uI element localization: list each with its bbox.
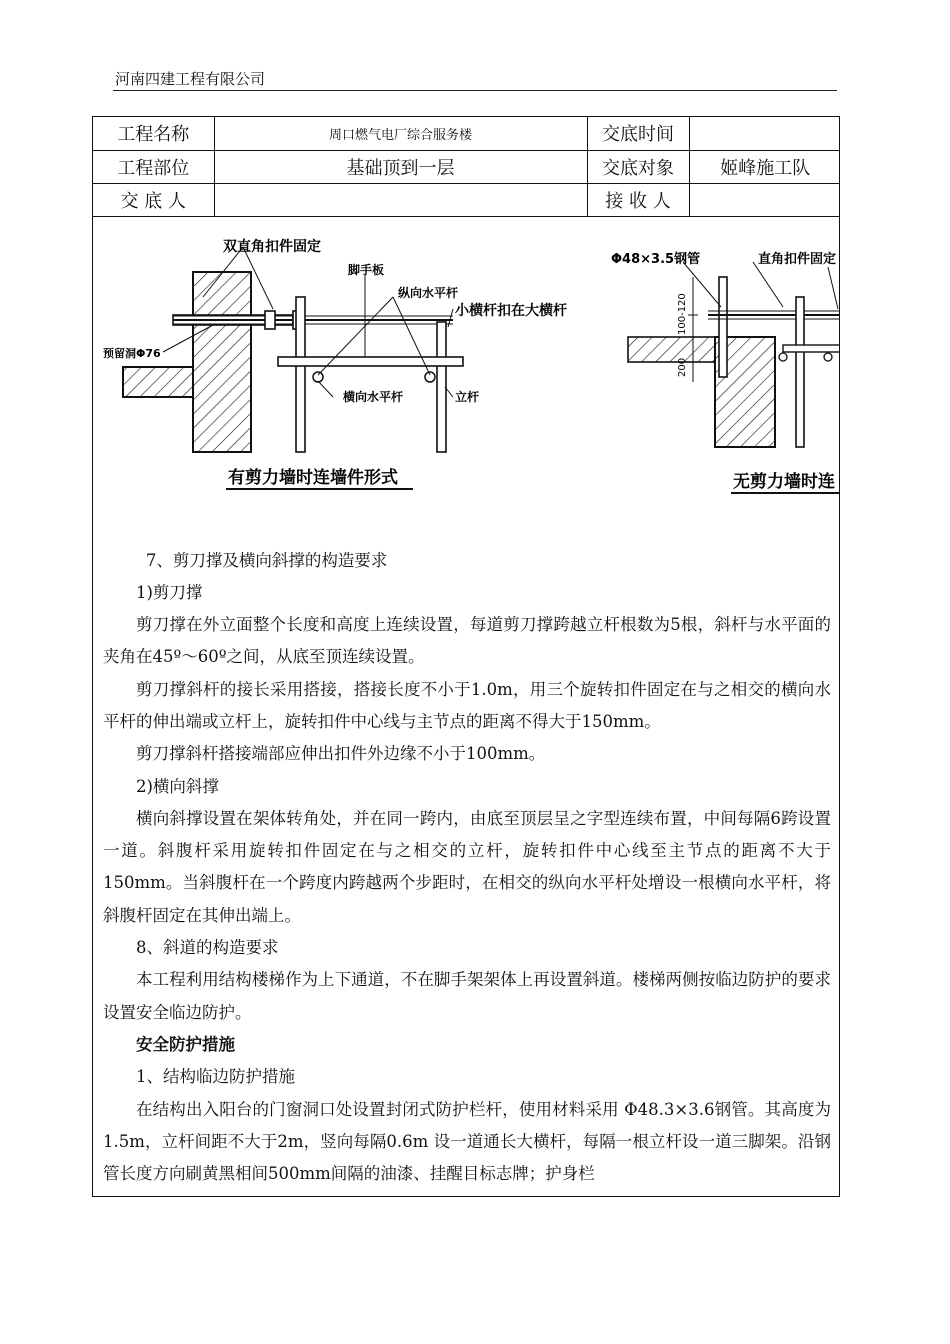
- shear-wall: [193, 272, 251, 452]
- info-row-project: [93, 117, 840, 150]
- info-row-persons: [93, 183, 840, 216]
- label-small-cross-bar: 小横杆扣在大横杆: [455, 302, 567, 319]
- label-toe-board: 脚手板: [348, 262, 385, 277]
- discloser-label: 交 底 人: [93, 183, 214, 216]
- wall-tie-figure: [93, 217, 839, 537]
- label-longitudinal-bar: 纵向水平杆: [398, 285, 459, 300]
- safety-measures-heading: 安全防护措施: [136, 1034, 235, 1054]
- label-dim-100-120: 100-120: [677, 292, 688, 335]
- body-text: [93, 537, 839, 1191]
- subsection-transverse-brace: 2)横向斜撑: [136, 776, 219, 796]
- paragraph: 横向斜撑设置在架体转角处，并在同一跨内，由底至顶层呈之字型连续布置，中间每隔6跨设置一道。斜腹杆采用旋转扣件固定在与之相交的立杆，旋转扣件中心线至主节点的距离不大于150mm。当斜腹杆在一个跨度内跨越两个步距时，在相交的纵向水平杆处增设一根横向水平杆，将斜腹杆固定在其伸出端上。: [103, 808, 831, 925]
- info-row-part: [93, 150, 840, 183]
- disclosure-target-value: 姬峰施工队: [689, 150, 840, 183]
- project-name-value: 周口燃气电厂综合服务楼: [214, 117, 587, 150]
- company-name: 河南四建工程有限公司: [115, 70, 266, 88]
- project-part-value: 基础顶到一层: [214, 150, 587, 183]
- left-diagram: [103, 238, 567, 489]
- wall-tie-diagram: [93, 217, 840, 537]
- disclosure-time-label: 交底时间: [587, 117, 689, 150]
- label-right-angle-clamp: 直角扣件固定: [758, 251, 837, 267]
- project-part-label: 工程部位: [93, 150, 214, 183]
- section-8-title: 8、斜道的构造要求: [136, 938, 279, 958]
- upright-outer: [437, 322, 446, 452]
- right-diagram: [611, 251, 840, 493]
- subsection-scissor-brace: 1)剪刀撑: [136, 582, 203, 602]
- slab-section: [628, 337, 715, 362]
- paragraph: 剪刀撑在外立面整个长度和高度上连续设置，每道剪刀撑跨越立杆根数为5根，斜杆与水平面的夹角在45º～60º之间，从底至顶连续设置。: [103, 615, 831, 667]
- floor-slab: [123, 367, 193, 397]
- project-name-label: 工程名称: [93, 117, 214, 150]
- label-embedded-hole: 预留洞Φ76: [103, 346, 161, 360]
- page-header: [113, 64, 837, 91]
- receiver-label: 接 收 人: [587, 183, 689, 216]
- paragraph: 剪刀撑斜杆的接长采用搭接，搭接长度不小于1.0m，用三个旋转扣件固定在与之相交的横向水平杆的伸出端或立杆上，旋转扣件中心线与主节点的距离不得大于150mm。: [103, 679, 831, 731]
- paragraph: 剪刀撑斜杆搭接端部应伸出扣件外边缘不小于100mm。: [136, 744, 546, 764]
- label-upright: 立杆: [455, 389, 480, 404]
- section-7-title: 7、剪刀撑及横向斜撑的构造要求: [145, 550, 388, 570]
- label-steel-pipe: Φ48×3.5钢管: [611, 251, 701, 267]
- discloser-value: [214, 183, 587, 216]
- disclosure-target-label: 交底对象: [587, 150, 689, 183]
- label-dim-200: 200: [677, 357, 688, 377]
- steel-pipe: [719, 277, 727, 377]
- receiver-value: [689, 183, 840, 216]
- caption-right: 无剪力墙时连: [733, 471, 835, 492]
- label-transverse-bar: 横向水平杆: [343, 389, 404, 404]
- disclosure-sheet: [92, 116, 840, 1197]
- label-double-clamp: 双直角扣件固定: [223, 238, 321, 255]
- paragraph: 在结构出入阳台的门窗洞口处设置封闭式防护栏杆，使用材料采用 Φ48.3×3.6钢管。其高度为1.5m，立杆间距不大于2m，竖向每隔0.6m 设一道通长大横杆，每隔一根立杆设一道三脚架。沿钢管长度方向刷黄黑相间500mm间隔的油漆、挂醒目标志牌；护身栏: [103, 1099, 831, 1184]
- info-table: [93, 117, 840, 217]
- transverse-bar: [278, 357, 463, 366]
- disclosure-time-value: [689, 117, 840, 150]
- caption-left: 有剪力墙时连墙件形式: [228, 467, 398, 488]
- paragraph: 本工程利用结构楼梯作为上下通道，不在脚手架架体上再设置斜道。楼梯两侧按临边防护的要求设置安全临边防护。: [103, 970, 831, 1022]
- subsection-edge-protection: 1、结构临边防护措施: [136, 1067, 295, 1087]
- upright-inner: [296, 297, 305, 452]
